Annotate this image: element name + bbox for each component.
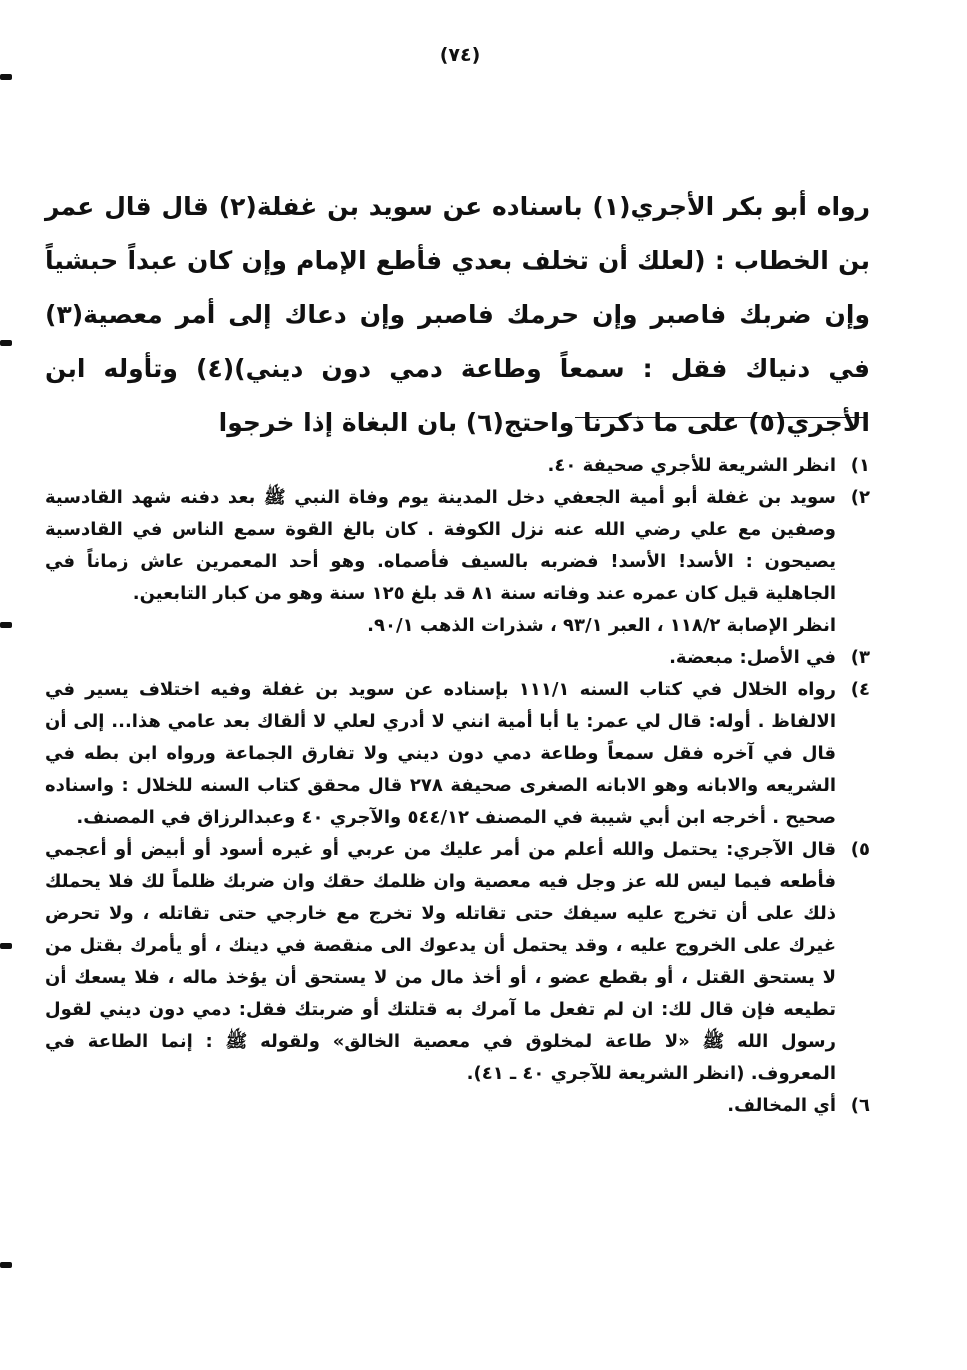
footnote-text: أي المخالف. <box>727 1095 836 1116</box>
footnote-body <box>45 834 836 1090</box>
footnote-number: ٢) <box>850 487 870 508</box>
footnote-number: ٣) <box>850 647 870 668</box>
footnote-body <box>45 674 836 834</box>
scan-margin-mark <box>0 74 12 80</box>
scan-margin-mark <box>0 943 12 949</box>
footnote-body <box>45 450 836 482</box>
footnote-1 <box>45 450 870 482</box>
footnote-text: رواه الخلال في كتاب السنه ١١١/١ بإسناده عن سويد بن غفلة وفيه اختلاف يسير في الالفاظ . أوله: قال لي عمر: يا أبا أمية انني لا أدري لعلي لا ألقاك بعد عامي هذا... إلى أن قال في آخره فقل سمعاً وطاعة دمي دون ديني ولا تفارق الجماعة ورواه ابن بطه في الشريعه والابانه وهو الابانه الصغرى صحيفة ٢٧٨ قال محقق كتاب السنه للخلال : واسناده صحيح . أخرجه ابن أبي شيبة في المصنف ٥٤٤/١٢ والآجري ٤٠ وعبدالرزاق في المصنف. <box>45 679 836 828</box>
footnote-text: انظر الشريعة للأجري صحيفة ٤٠. <box>547 455 836 476</box>
main-text: رواه أبو بكر الأجري(١) باسناده عن سويد بن غفلة(٢) قال قال عمر بن الخطاب : (لعلك أن تخلف بعدي فأطع الإمام وإن كان عبداً حبشياً وإن ضربك فاصبر وإن حرمك فاصبر وإن دعاك إلى أمر معصية(٣) في دنياك فقل : سمعاً وطاعة دمي دون ديني)(٤) وتأوله ابن الأجري(٥) على ما ذكرنا واحتج(٦) بان البغاة إذا خرجوا <box>45 192 870 437</box>
footnote-number: ٥) <box>850 839 870 860</box>
scan-margin-mark <box>0 340 12 346</box>
footnote-number: ١) <box>850 455 870 476</box>
footnote-2 <box>45 482 870 642</box>
footnote-body <box>45 482 836 642</box>
footnote-body <box>45 1090 836 1122</box>
footnote-reference: انظر الإصابة ١١٨/٢ ، العبر ٩٣/١ ، شذرات الذهب ٩٠/١. <box>367 615 836 636</box>
footnote-body <box>45 642 836 674</box>
footnote-3 <box>45 642 870 674</box>
scan-margin-mark <box>0 1262 12 1268</box>
footnote-5 <box>45 834 870 1090</box>
footnote-text: في الأصل: مبعضة. <box>669 647 836 668</box>
footnote-text: قال الآجري: يحتمل والله أعلم من أمر عليك من عربي أو غيره أسود أو أبيض أو أعجمي فأطعه فيما ليس لله عز وجل فيه معصية وان ظلمك حقك وان ضربك ظلماً لك فلا يحملك ذلك على أن تخرج عليه سيفك حتى تقاتله ولا تخرج مع خارجي حتى تقاتله ، ولا تحرض غيرك على الخروج عليه ، وقد يحتمل أن يدعوك الى منقصة في دينك ، أو يأمرك بقتل من لا يستحق القتل ، أو بقطع عضو ، أو أخذ مال من لا يستحق أن يؤخذ ماله ، فلا يسعك أن تطيعه فإن قال لك: ان لم تفعل ما آمرك به قتلتك أو ضربتك فقل: دمي دون ديني لقول رسول الله ﷺ «لا طاعة لمخلوق في معصية الخالق» ولقوله ﷺ : إنما الطاعة في المعروف. (انظر الشريعة للآجري ٤٠ ـ ٤١). <box>45 839 836 1084</box>
footnote-divider <box>575 417 867 418</box>
page-number: (٧٤) <box>439 44 481 66</box>
footnote-number: ٦) <box>850 1095 870 1116</box>
footnotes <box>45 450 870 1122</box>
footnote-6 <box>45 1090 870 1122</box>
scan-margin-mark <box>0 622 12 628</box>
footnote-text: سويد بن غفلة أبو أمية الجعفي دخل المدينة يوم وفاة النبي ﷺ بعد دفنه شهد القادسية وصفين مع علي رضي الله عنه نزل الكوفة . كان بالغ القوة سمع الناس في القادسية يصيحون : الأسد! الأسد! فضربه بالسيف فأصماه. وهو أحد المعمرين عاش زماناً في الجاهلية قيل كان عمره عند وفاته سنة ٨١ قد بلغ ١٢٥ سنة وهو من كبار التابعين. <box>45 487 836 604</box>
footnote-number: ٤) <box>850 679 870 700</box>
footnote-4 <box>45 674 870 834</box>
